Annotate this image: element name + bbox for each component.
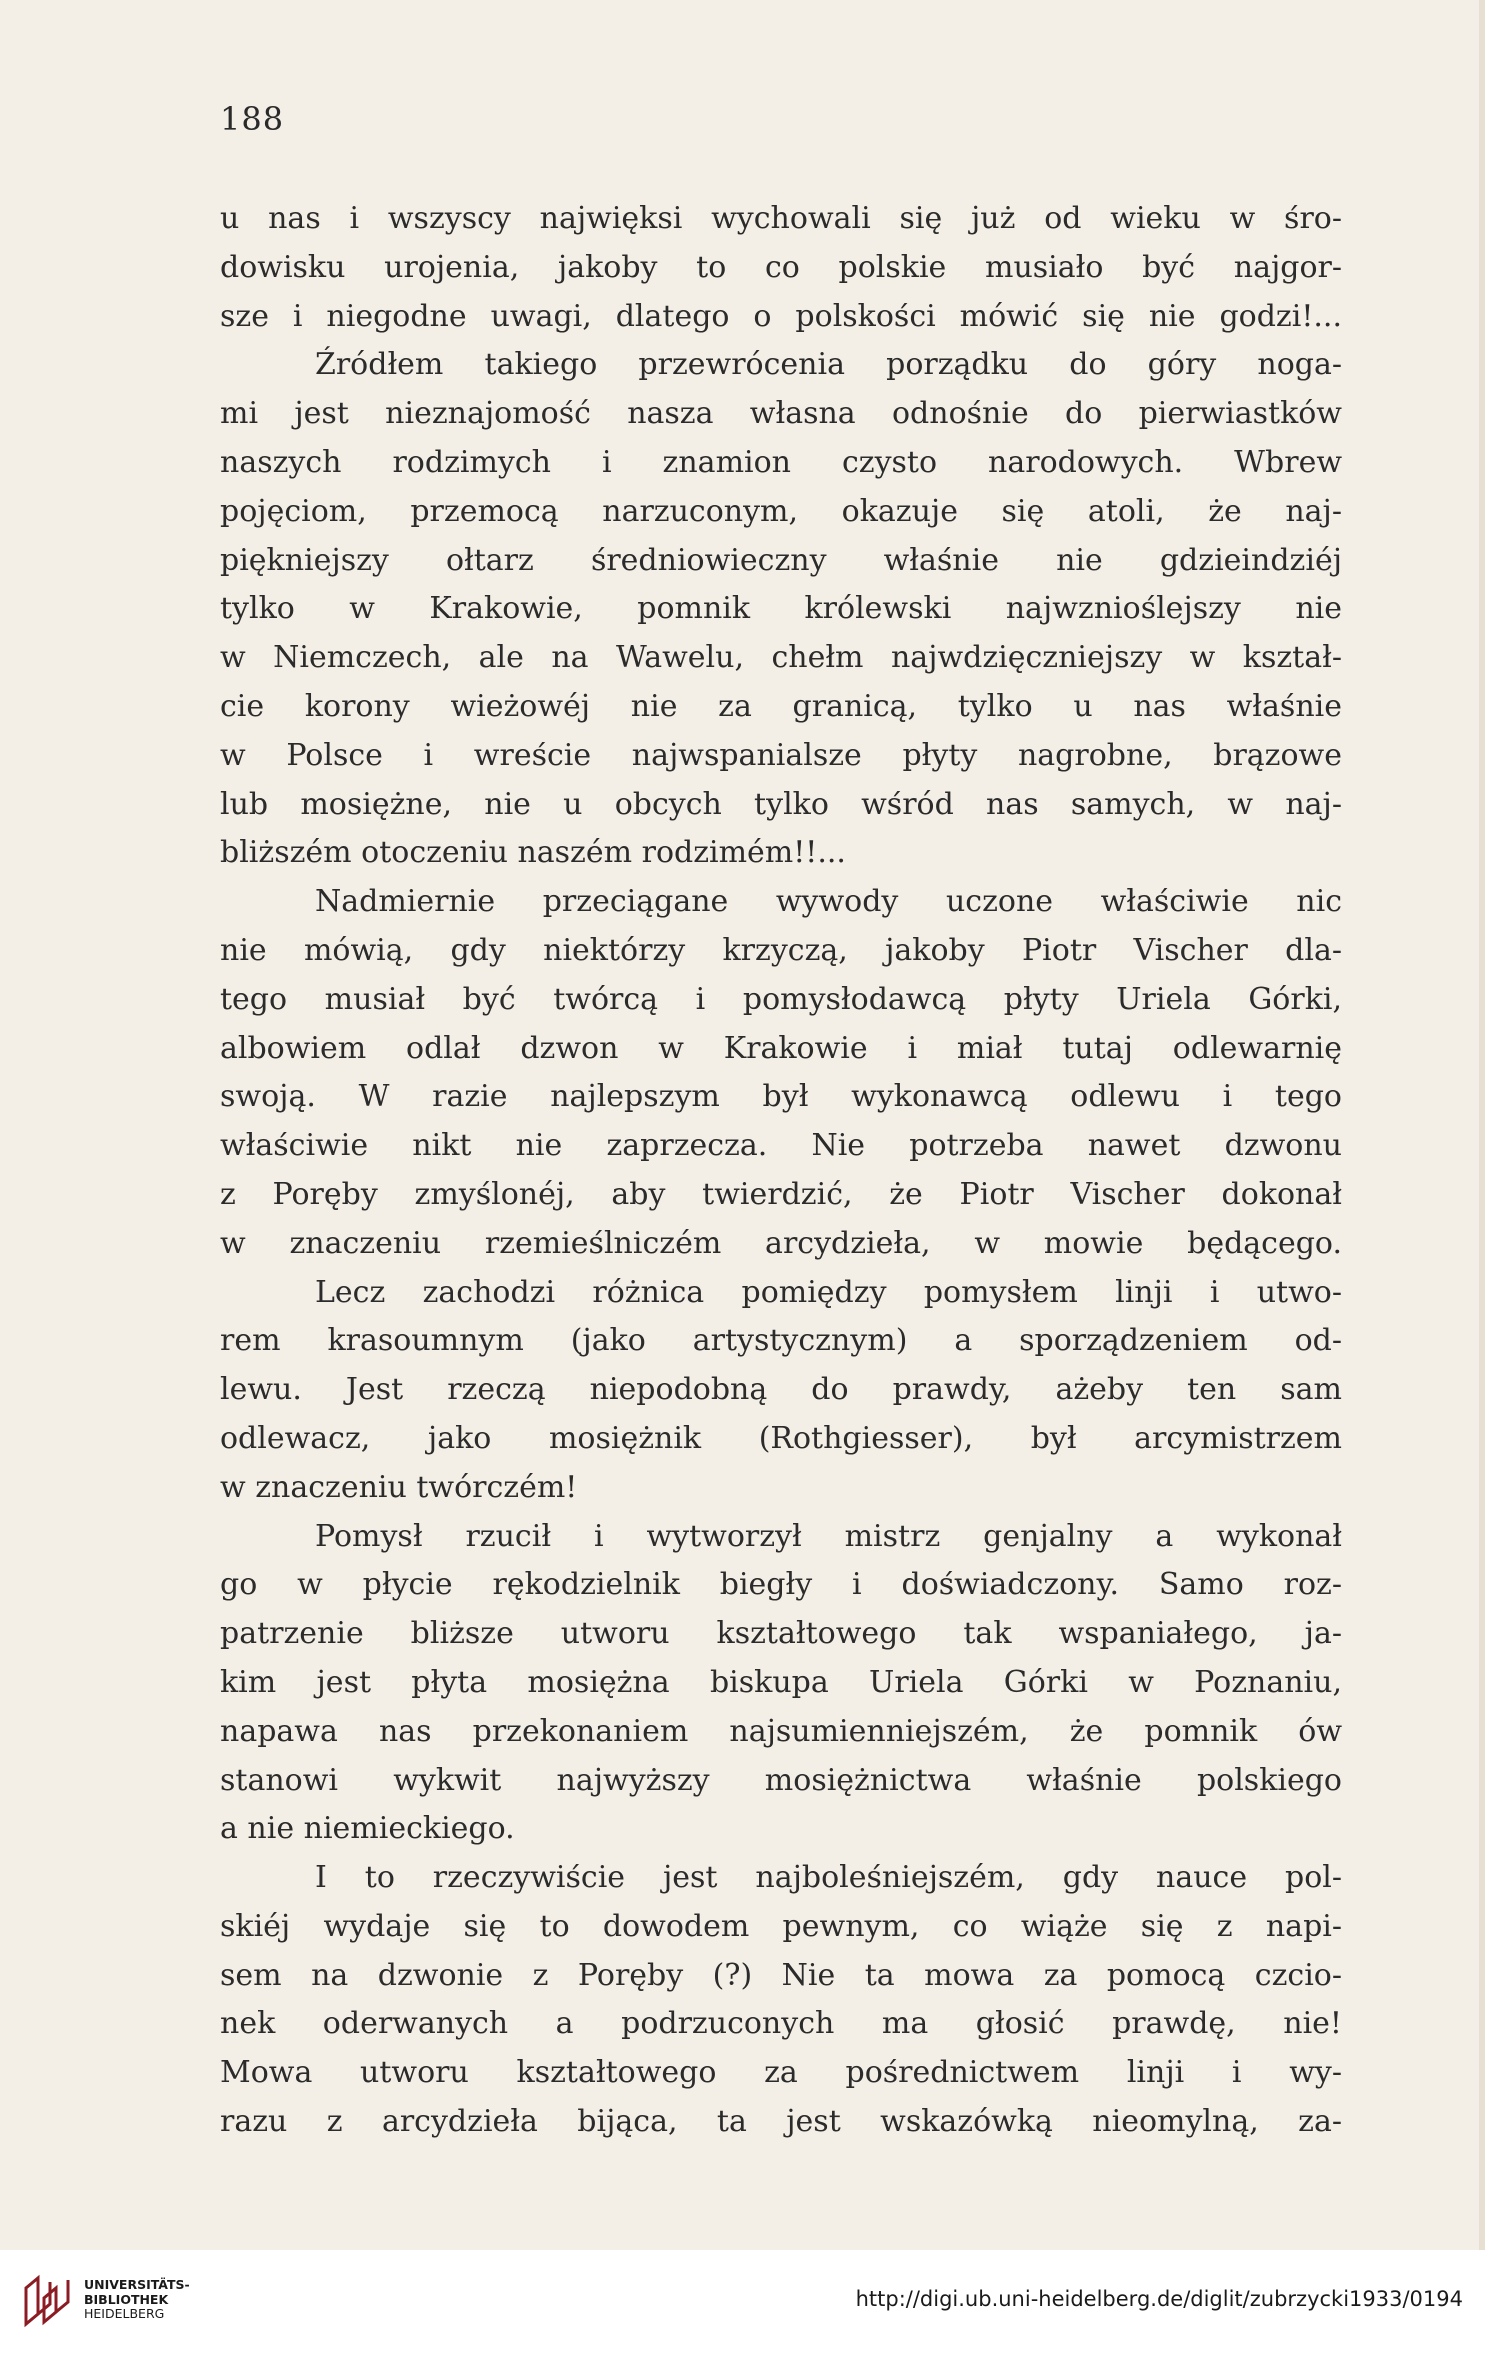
text-line: mi jest nieznajomość nasza własna odnośnie do pierwiastków bbox=[220, 396, 1342, 432]
text-line: właściwie nikt nie zaprzecza. Nie potrzeba nawet dzwonu bbox=[220, 1128, 1342, 1164]
text-line: w Niemczech, ale na Wawelu, chełm najwdzięczniejszy w kształ- bbox=[220, 640, 1342, 676]
logo-line: HEIDELBERG bbox=[84, 2306, 165, 2321]
text-line: sze i niegodne uwagi, dlatego o polskości mówić się nie godzi!... bbox=[220, 298, 1342, 334]
text-line: lewu. Jest rzeczą niepodobną do prawdy, ażeby ten sam bbox=[220, 1372, 1342, 1408]
logo-line: BIBLIOTHEK bbox=[84, 2291, 169, 2307]
text-line: nek oderwanych a podrzuconych ma głosić prawdę, nie! bbox=[220, 2006, 1342, 2042]
text-line: skiéj wydaje się to dowodem pewnym, co wiąże się z napi- bbox=[220, 1908, 1342, 1944]
text-line: piękniejszy ołtarz średniowieczny właśnie nie gdzieindziéj bbox=[220, 542, 1342, 578]
text-line: Nadmiernie przeciągane wywody uczone właściwie nic bbox=[315, 884, 1342, 920]
text-line: Lecz zachodzi różnica pomiędzy pomysłem linji i utwo- bbox=[315, 1274, 1342, 1310]
text-line: dowisku urojenia, jakoby to co polskie musiało być najgor- bbox=[220, 249, 1342, 285]
text-line: sem na dzwonie z Poręby (?) Nie ta mowa za pomocą czcio- bbox=[220, 1957, 1342, 1993]
text-line: nie mówią, gdy niektórzy krzyczą, jakoby Piotr Vischer dla- bbox=[220, 932, 1342, 968]
text-line: tego musiał być twórcą i pomysłodawcą płyty Uriela Górki, bbox=[220, 981, 1342, 1017]
text-line: rem krasoumnym (jako artystycznym) a sporządzeniem od- bbox=[220, 1323, 1342, 1359]
text-line: kim jest płyta mosiężna biskupa Uriela Górki w Poznaniu, bbox=[220, 1664, 1342, 1700]
text-line: napawa nas przekonaniem najsumienniejszém, że pomnik ów bbox=[220, 1713, 1342, 1749]
text-line: w Polsce i wreście najwspanialsze płyty nagrobne, brązowe bbox=[220, 737, 1342, 773]
text-line: u nas i wszyscy najwięksi wychowali się już od wieku w śro- bbox=[220, 201, 1342, 236]
body-text bbox=[220, 195, 1342, 2147]
text-line: cie korony wieżowéj nie za granicą, tylko u nas właśnie bbox=[220, 688, 1342, 724]
text-line: a nie niemieckiego. bbox=[220, 1811, 515, 1847]
text-line: bliższém otoczeniu naszém rodzimém!!... bbox=[220, 835, 846, 871]
library-logo-icon bbox=[20, 2274, 74, 2328]
text-line: Mowa utworu kształtowego za pośrednictwem linji i wy- bbox=[220, 2055, 1342, 2091]
text-line: go w płycie rękodzielnik biegły i doświadczony. Samo roz- bbox=[220, 1567, 1342, 1603]
text-line: swoją. W razie najlepszym był wykonawcą odlewu i tego bbox=[220, 1079, 1342, 1115]
source-url-link[interactable]: http://digi.ub.uni-heidelberg.de/diglit/zubrzycki1933/0194 bbox=[855, 2287, 1463, 2311]
text-line: lub mosiężne, nie u obcych tylko wśród nas samych, w naj- bbox=[220, 786, 1342, 822]
page-edge bbox=[1479, 0, 1485, 2250]
text-line: odlewacz, jako mosiężnik (Rothgiesser), był arcymistrzem bbox=[220, 1420, 1342, 1456]
library-logo-text bbox=[84, 2278, 190, 2322]
footer-bar bbox=[0, 2250, 1485, 2356]
text-line: w znaczeniu rzemieślniczém arcydzieła, w mowie będącego. bbox=[220, 1225, 1342, 1261]
text-line: I to rzeczywiście jest najboleśniejszém, gdy nauce pol- bbox=[315, 1860, 1342, 1896]
text-line: albowiem odlał dzwon w Krakowie i miał tutaj odlewarnię bbox=[220, 1030, 1342, 1066]
text-line: z Poręby zmyślonéj, aby twierdzić, że Piotr Vischer dokonał bbox=[220, 1176, 1342, 1212]
text-line: Źródłem takiego przewrócenia porządku do góry noga- bbox=[315, 347, 1342, 383]
text-line: naszych rodzimych i znamion czysto narodowych. Wbrew bbox=[220, 444, 1342, 480]
text-line: w znaczeniu twórczém! bbox=[220, 1469, 578, 1505]
text-line: patrzenie bliższe utworu kształtowego tak wspaniałego, ja- bbox=[220, 1616, 1342, 1652]
text-line: pojęciom, przemocą narzuconym, okazuje się atoli, że naj- bbox=[220, 493, 1342, 529]
logo-line: UNIVERSITÄTS- bbox=[84, 2277, 190, 2292]
page-number: 188 bbox=[220, 100, 285, 138]
text-line: stanowi wykwit najwyższy mosiężnictwa właśnie polskiego bbox=[220, 1762, 1342, 1798]
text-line: tylko w Krakowie, pomnik królewski najwznioślejszy nie bbox=[220, 591, 1342, 627]
text-line: Pomysł rzucił i wytworzył mistrz genjalny a wykonał bbox=[315, 1518, 1342, 1554]
text-line: razu z arcydzieła bijąca, ta jest wskazówką nieomylną, za- bbox=[220, 2104, 1342, 2140]
